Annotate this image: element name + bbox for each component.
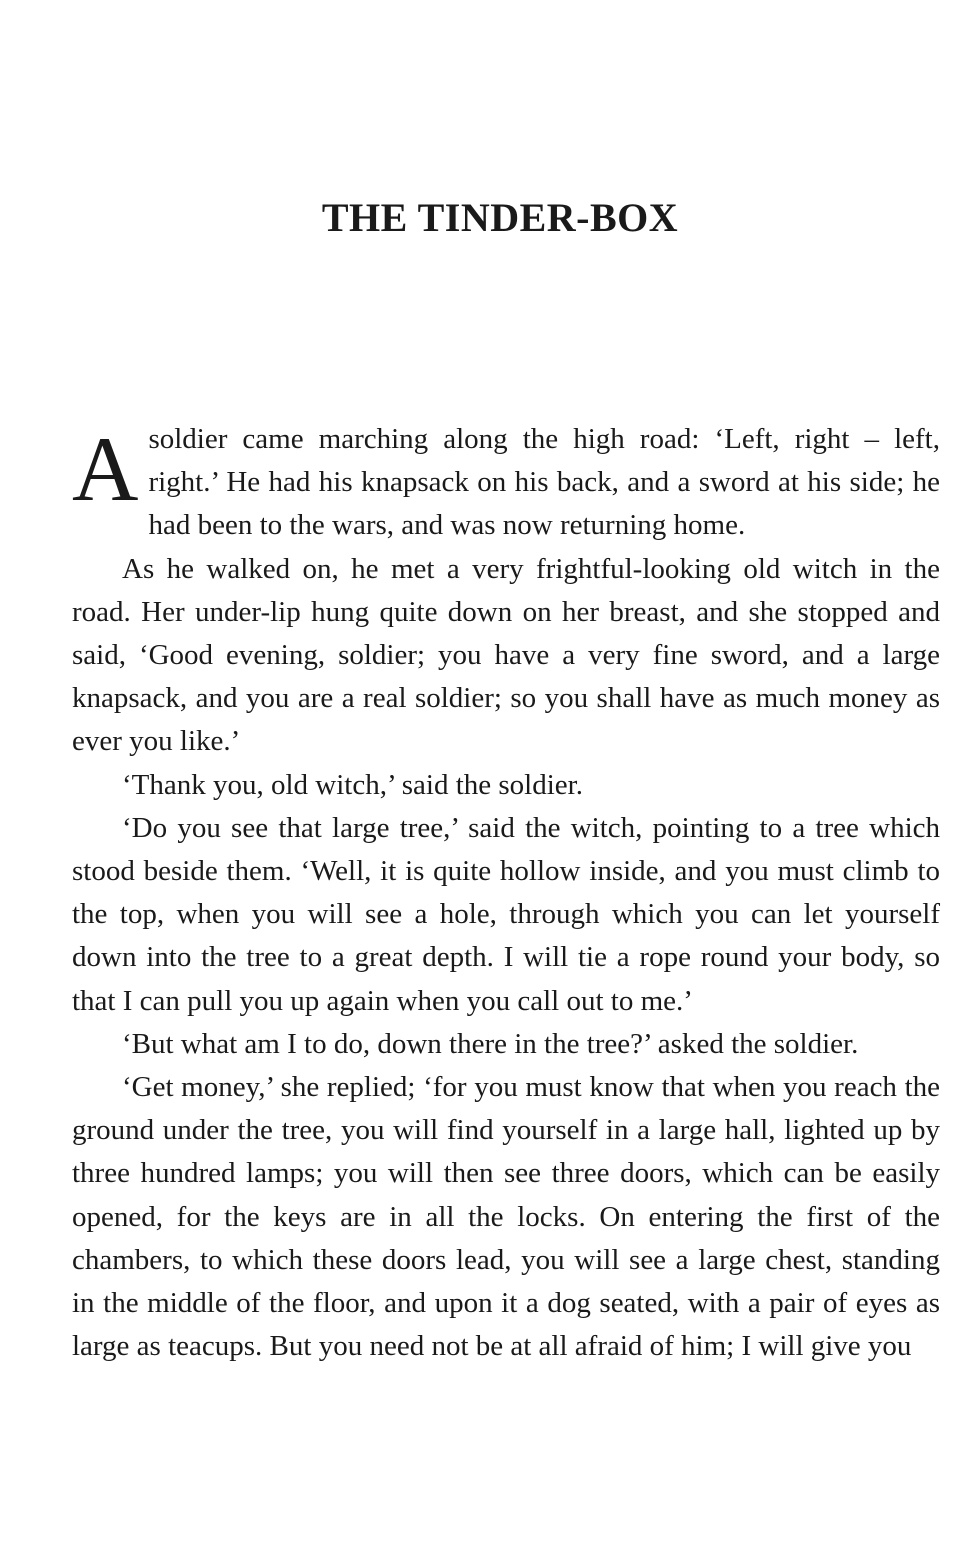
- drop-cap: A: [72, 418, 139, 520]
- paragraph-4: ‘Do you see that large tree,’ said the witch, pointing to a tree which stood beside them. ‘Well, it is quite hollow inside, and you must climb to the top, when you will see a hole, through which you can let yourself down into the tree to a great depth. I will tie a rope round your body, so that I can pull you up again when you call out to me.’: [72, 811, 940, 1017]
- paragraph-3: ‘Thank you, old witch,’ said the soldier.: [122, 768, 583, 801]
- paragraph-2: As he walked on, he met a very frightful-looking old witch in the road. Her under-lip hung quite down on her breast, and she stopped and said, ‘Good evening, soldier; you have a very fine sword, and a large knapsack, and you are a real soldier; so you shall have as much money as ever you like.’: [72, 552, 940, 758]
- paragraph-1-text: soldier came marching along the high road: ‘Left, right – left, right.’ He had his knapsack on his back, and a sword at his side; he had been to the wars, and was now returning home.: [148, 423, 940, 542]
- chapter-title: THE TINDER-BOX: [321, 195, 679, 240]
- paragraph-6: ‘Get money,’ she replied; ‘for you must know that when you reach the ground under the tree, you will find yourself in a large hall, lighted up by three hundred lamps; you will then see three doors, which can be easily opened, for the keys are in all the locks. On entering the first of the chambers, to which these doors lead, you will see a large chest, standing in the middle of the floor, and upon it a dog seated, with a pair of eyes as large as teacups. But you need not be at all afraid of him; I will give you: [72, 1071, 940, 1363]
- story-text: [72, 418, 940, 1368]
- paragraph-1: [72, 418, 940, 548]
- paragraph-5: ‘But what am I to do, down there in the tree?’ asked the soldier.: [122, 1027, 859, 1060]
